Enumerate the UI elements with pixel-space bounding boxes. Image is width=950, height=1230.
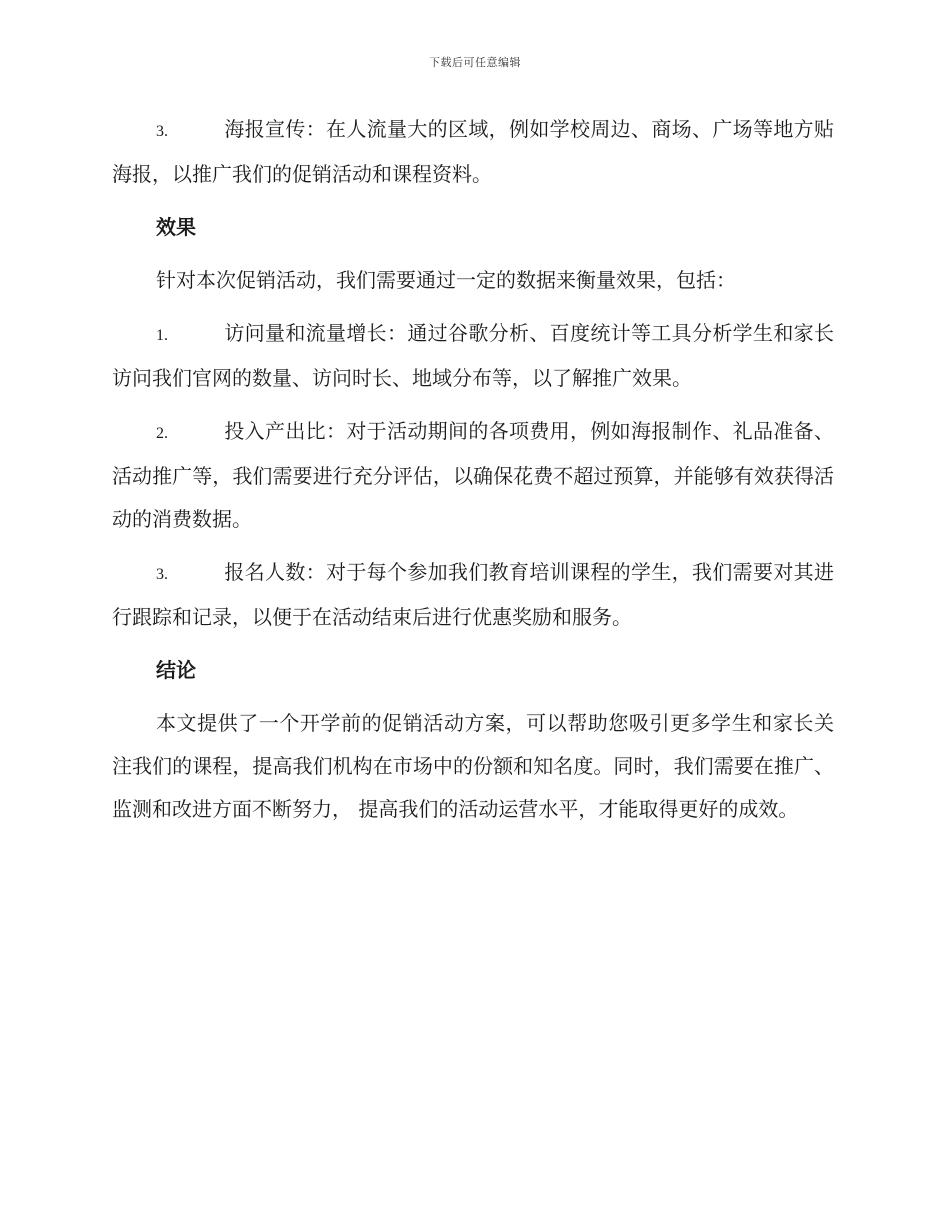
list-item [112,410,834,541]
section-heading-conclusion: 结论 [156,658,196,682]
list-item-text: 投入产出比：对于活动期间的各项费用，例如海报制作、礼品准备、活动推广等，我们需要进行充分评估，以确保花费不超过预算，并能够有效获得活动的消费数据。 [112,419,834,531]
page-header: 下载后可任意编辑 [429,56,521,69]
list-item-text: 报名人数：对于每个参加我们教育培训课程的学生，我们需要对其进行跟踪和记录，以便于在活动结束后进行优惠奖励和服务。 [112,560,834,629]
list-number: 3. [156,566,168,583]
list-item-text: 访问量和流量增长：通过谷歌分析、百度统计等工具分析学生和家长访问我们官网的数量、访问时长、地域分布等，以了解推广效果。 [112,321,834,390]
conclusion-paragraph: 本文提供了一个开学前的促销活动方案，可以帮助您吸引更多学生和家长关注我们的课程，提高我们机构在市场中的份额和知名度。同时，我们需要在推广、监测和改进方面不断努力， 提高我们的活动运营水平，才能取得更好的成效。 [112,711,834,821]
list-number: 1. [156,327,168,344]
effect-intro-paragraph: 针对本次促销活动，我们需要通过一定的数据来衡量效果，包括： [156,268,736,292]
list-item [112,312,834,400]
list-item [112,551,834,639]
list-number: 3. [156,123,168,140]
list-item [112,108,834,196]
list-number: 2. [156,425,168,442]
list-item-text: 海报宣传：在人流量大的区域，例如学校周边、商场、广场等地方贴海报，以推广我们的促销活动和课程资料。 [112,117,834,186]
section-heading-effect: 效果 [156,215,196,239]
document-body [112,108,834,841]
